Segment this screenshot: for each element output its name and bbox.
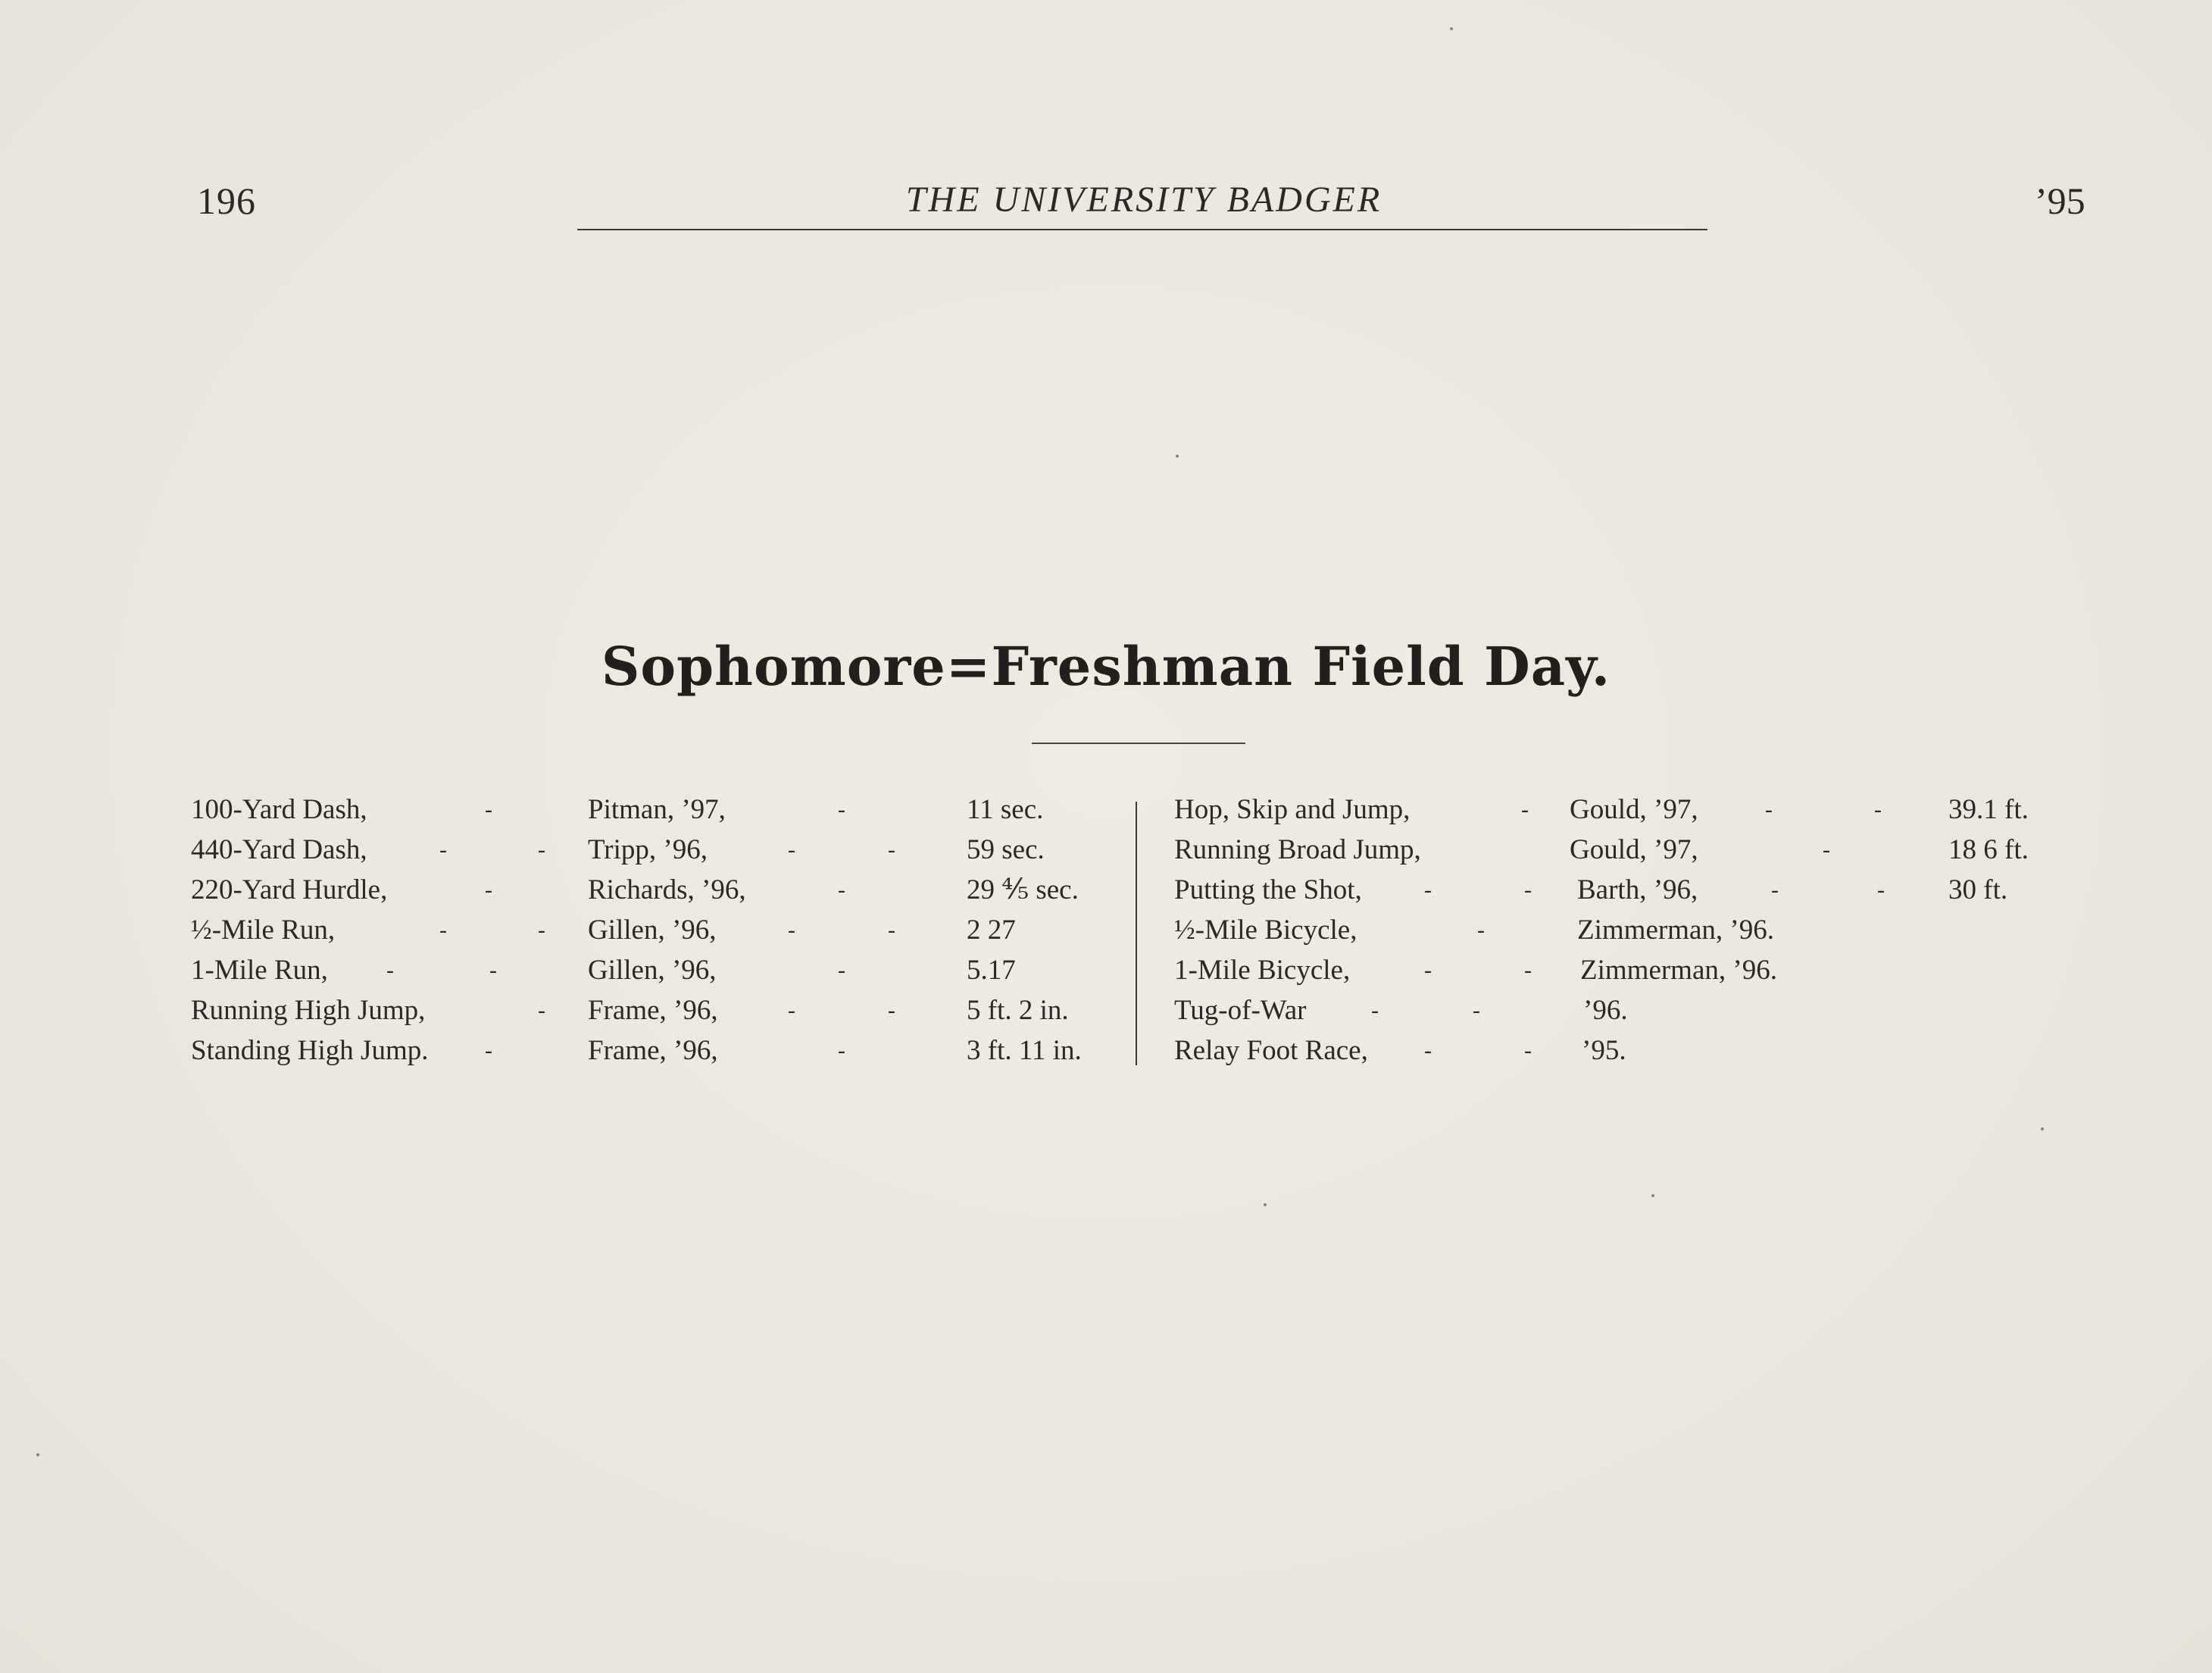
event-name: Running High Jump, [191, 995, 426, 1026]
winner-name: Gould, ’97, [1570, 834, 1698, 865]
paper-speck [1651, 1194, 1654, 1197]
leader-dash: - [1771, 877, 1779, 902]
leader-dash: - [1424, 958, 1432, 983]
leader-dash: - [538, 837, 545, 862]
page-title: Sophomore=Freshman Field Day. [601, 635, 1611, 698]
record-value: 3 ft. 11 in. [967, 1035, 1082, 1066]
leader-dash: - [489, 958, 497, 983]
winner-name: Gillen, ’96, [588, 915, 717, 946]
winner-name: Gould, ’97, [1570, 794, 1698, 825]
winner-name: Zimmerman, ’96. [1580, 955, 1777, 986]
record-value: 5.17 [967, 955, 1016, 986]
record-value: 39.1 ft. [1948, 794, 2029, 825]
leader-dash: - [788, 837, 795, 862]
leader-dash: - [485, 877, 492, 902]
leader-dash: - [888, 918, 895, 943]
record-value: 5 ft. 2 in. [967, 995, 1069, 1026]
event-name: Hop, Skip and Jump, [1174, 794, 1411, 825]
event-name: Putting the Shot, [1174, 874, 1362, 905]
leader-dash: - [1524, 1038, 1532, 1063]
winner-name: Frame, ’96, [588, 995, 718, 1026]
leader-dash: - [1521, 797, 1529, 822]
winner-name: Pitman, ’97, [588, 794, 726, 825]
paper-speck [2041, 1127, 2044, 1130]
leader-dash: - [1765, 797, 1773, 822]
right-result-row [0, 830, 2212, 870]
right-result-row [0, 951, 2212, 990]
record-value: 11 sec. [967, 794, 1044, 825]
year-mark: ’95 [2035, 180, 2085, 222]
event-name: 440-Yard Dash, [191, 834, 367, 865]
leader-dash: - [1874, 797, 1882, 822]
event-name: 100-Yard Dash, [191, 794, 367, 825]
leader-dash: - [888, 837, 895, 862]
event-name: Tug-of-War [1174, 995, 1307, 1026]
event-name: 1-Mile Run, [191, 955, 328, 986]
leader-dash: - [439, 837, 447, 862]
running-title: THE UNIVERSITY BADGER [905, 180, 1382, 220]
winner-name: Richards, ’96, [588, 874, 746, 905]
paper-speck [1450, 27, 1453, 30]
leader-dash: - [386, 958, 394, 983]
paper-speck [36, 1453, 39, 1456]
winner-name: Zimmerman, ’96. [1577, 915, 1774, 946]
record-value: 59 sec. [967, 834, 1045, 865]
leader-dash: - [538, 918, 545, 943]
paper-speck [1264, 1203, 1267, 1206]
leader-dash: - [838, 1038, 845, 1063]
leader-dash: - [1477, 918, 1485, 943]
right-result-row [0, 991, 2212, 1030]
leader-dash: - [485, 797, 492, 822]
page-number: 196 [197, 180, 256, 222]
column-divider [1136, 802, 1137, 1065]
record-value: 30 ft. [1948, 874, 2008, 905]
leader-dash: - [485, 1038, 492, 1063]
event-name: 220-Yard Hurdle, [191, 874, 388, 905]
right-result-row [0, 1031, 2212, 1071]
leader-dash: - [1877, 877, 1885, 902]
leader-dash: - [788, 918, 795, 943]
event-name: 1-Mile Bicycle, [1174, 955, 1351, 986]
event-name: Running Broad Jump, [1174, 834, 1421, 865]
right-result-row [0, 871, 2212, 910]
winner-name: Gillen, ’96, [588, 955, 717, 986]
record-value: 18 6 ft. [1948, 834, 2029, 865]
right-result-row [0, 911, 2212, 950]
winner-name: ’95. [1582, 1035, 1626, 1066]
winner-name: Barth, ’96, [1577, 874, 1698, 905]
right-result-row [0, 790, 2212, 830]
paper-speck [1176, 455, 1179, 458]
leader-dash: - [1524, 958, 1532, 983]
leader-dash: - [838, 877, 845, 902]
leader-dash: - [888, 998, 895, 1023]
event-name: Relay Foot Race, [1174, 1035, 1368, 1066]
leader-dash: - [538, 998, 545, 1023]
leader-dash: - [838, 958, 845, 983]
leader-dash: - [1371, 998, 1379, 1023]
record-value: 2 27 [967, 915, 1016, 946]
leader-dash: - [1524, 877, 1532, 902]
leader-dash: - [1424, 1038, 1432, 1063]
winner-name: Tripp, ’96, [588, 834, 708, 865]
event-name: ½-Mile Bicycle, [1174, 915, 1358, 946]
leader-dash: - [1424, 877, 1432, 902]
winner-name: ’96. [1583, 995, 1628, 1026]
winner-name: Frame, ’96, [588, 1035, 718, 1066]
event-name: Standing High Jump. [191, 1035, 429, 1066]
record-value: 29 ⅘ sec. [967, 874, 1079, 905]
leader-dash: - [439, 918, 447, 943]
leader-dash: - [838, 797, 845, 822]
event-name: ½-Mile Run, [191, 915, 336, 946]
leader-dash: - [788, 998, 795, 1023]
leader-dash: - [1473, 998, 1480, 1023]
leader-dash: - [1823, 837, 1830, 862]
